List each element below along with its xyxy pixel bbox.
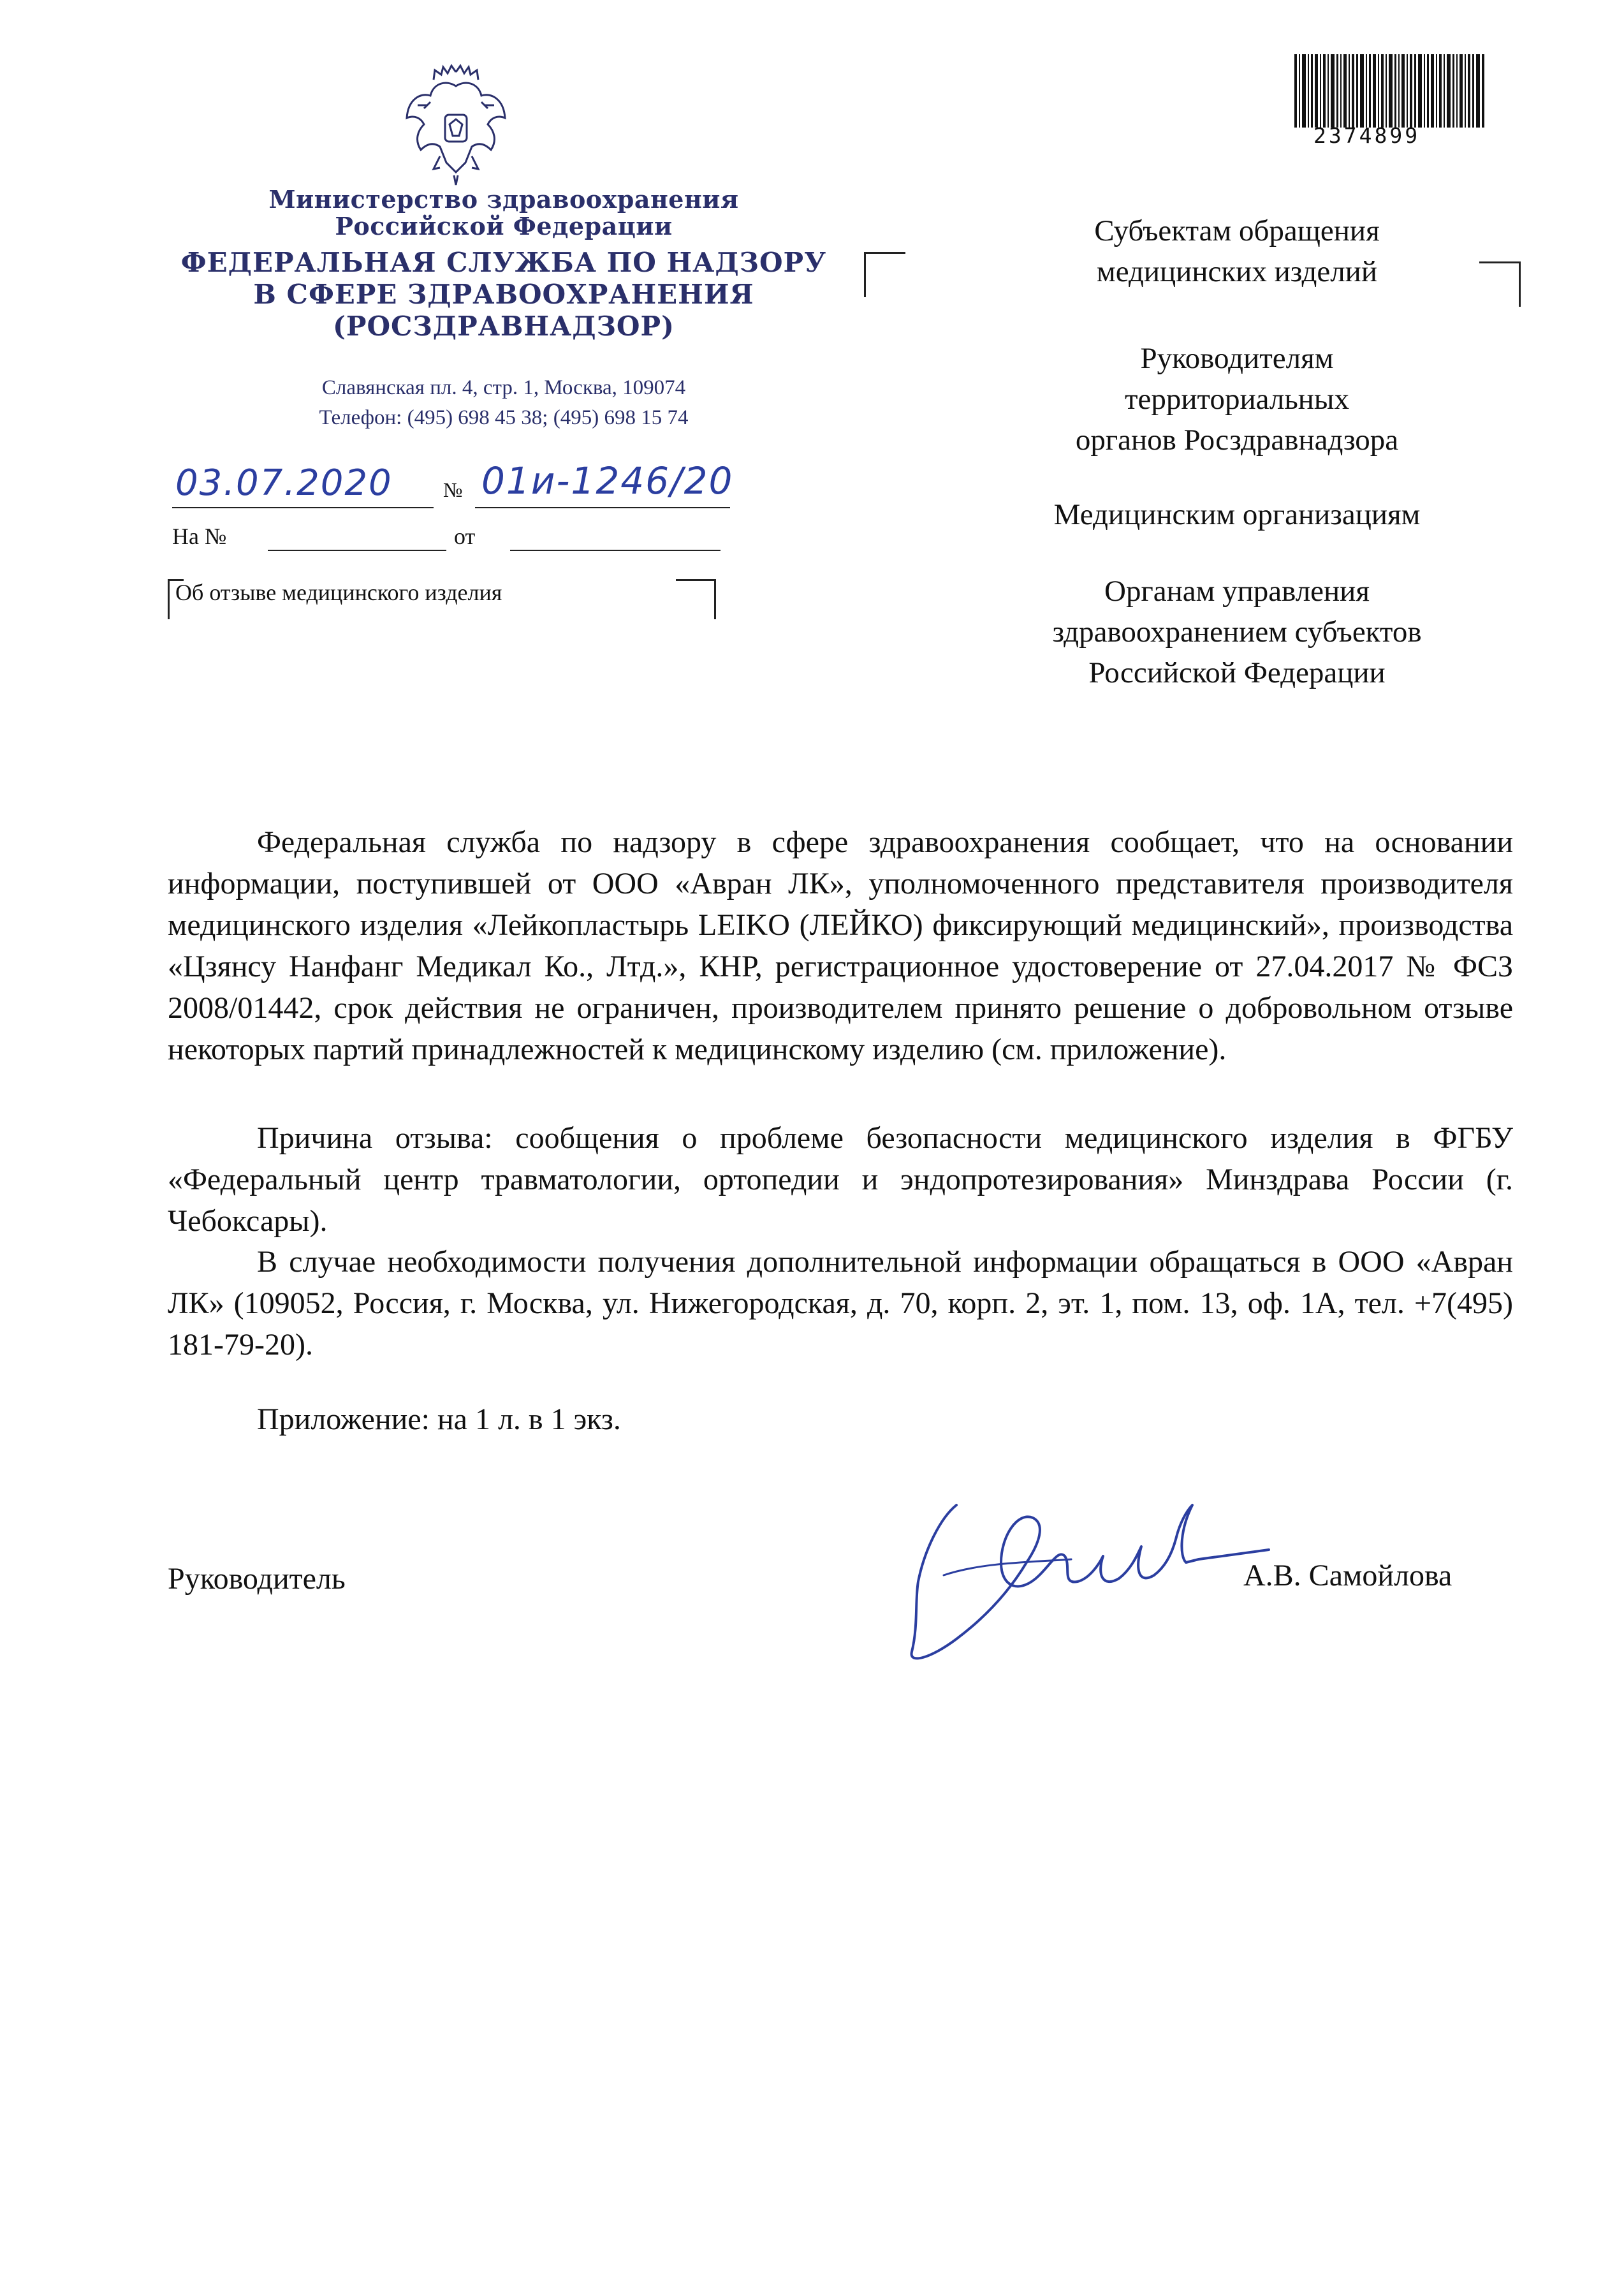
handwritten-signature — [880, 1467, 1275, 1677]
recipient-line: Медицинским организациям — [1053, 498, 1421, 531]
recipient-line: Российской Федерации — [1088, 656, 1386, 689]
ministry-name-line1: Министерство здравоохранения — [268, 185, 739, 214]
body-paragraph-1: Федеральная служба по надзору в сфере здравоохранения сообщает, что на основании информации, поступившей от ООО «Авран ЛК», уполномоченного представителя производителя медицинского изделия «Лейкопластырь LEIKO (ЛЕЙКО) фиксирующий медицинский», производства «Цзянсу Нанфанг Медикал Ко., Лтд.», КНР, регистрационное удостоверение от 27.04.2017 № ФСЗ 2008/01442, срок действия не ограничен, производителем принято решение о добровольном отзыве некоторых партий принадлежностей к медицинскому изделию (см. приложение). — [168, 825, 1513, 1066]
body-paragraph-3: В случае необходимости получения дополнительной информации обращаться в ООО «Авран ЛК» (109052, Россия, г. Москва, ул. Нижегородская, д. 70, корп. 2, эт. 1, пом. 13, оф. 1А, тел. +7(495) 181-79-20). — [168, 1245, 1513, 1362]
recipients-bracket-left — [864, 252, 905, 297]
barcode-number: 2374899 — [1313, 123, 1421, 148]
letter-subject: Об отзыве медицинского изделия — [175, 580, 502, 605]
signer-name: А.В. Самойлова — [1243, 1559, 1452, 1592]
recipient-line: Руководителям — [1140, 342, 1334, 375]
recipient-line: Субъектам обращения — [1094, 214, 1380, 247]
service-name-line1: ФЕДЕРАЛЬНАЯ СЛУЖБА ПО НАДЗОРУ — [180, 247, 827, 278]
service-name-line3: (РОСЗДРАВНАДЗОР) — [333, 311, 675, 342]
service-name-line2: В СФЕРЕ ЗДРАВООХРАНЕНИЯ — [253, 279, 754, 310]
coat-of-arms-emblem — [395, 61, 516, 188]
recipient-group-3 — [905, 494, 1569, 535]
org-address: Славянская пл. 4, стр. 1, Москва, 109074 — [321, 376, 686, 399]
recipient-line: здравоохранением субъектов — [1052, 615, 1422, 649]
appendix-note: Приложение: на 1 л. в 1 экз. — [257, 1402, 621, 1436]
number-underline — [475, 507, 730, 508]
recipient-group-1 — [905, 210, 1569, 292]
recipient-group-2 — [905, 338, 1569, 460]
subject-bracket-right — [676, 579, 716, 619]
number-sign: № — [443, 478, 463, 501]
signer-title: Руководитель — [168, 1562, 346, 1596]
registration-date: 03.07.2020 — [175, 462, 393, 504]
recipient-line: территориальных — [1124, 383, 1350, 416]
registration-number: 01и-1246/20 — [481, 459, 734, 503]
recipient-line: медицинских изделий — [1096, 255, 1377, 288]
recipient-group-4 — [905, 571, 1569, 693]
date-underline — [172, 507, 434, 508]
reply-to-number-blank — [268, 550, 446, 551]
reply-to-number-label: На № — [172, 524, 227, 549]
recipient-line: Органам управления — [1104, 575, 1370, 608]
reply-to-date-blank — [510, 550, 721, 551]
ministry-name-line2: Российской Федерации — [335, 212, 673, 240]
recipient-line: органов Росздравнадзора — [1075, 423, 1399, 457]
body-paragraph-2: Причина отзыва: сообщения о проблеме безопасности медицинского изделия в ФГБУ «Федеральный центр травматологии, ортопедии и эндопротезирования» Минздрава России (г. Чебоксары). — [168, 1121, 1513, 1238]
reply-to-date-label: от — [454, 524, 476, 549]
org-phone: Телефон: (495) 698 45 38; (495) 698 15 74 — [319, 406, 689, 429]
